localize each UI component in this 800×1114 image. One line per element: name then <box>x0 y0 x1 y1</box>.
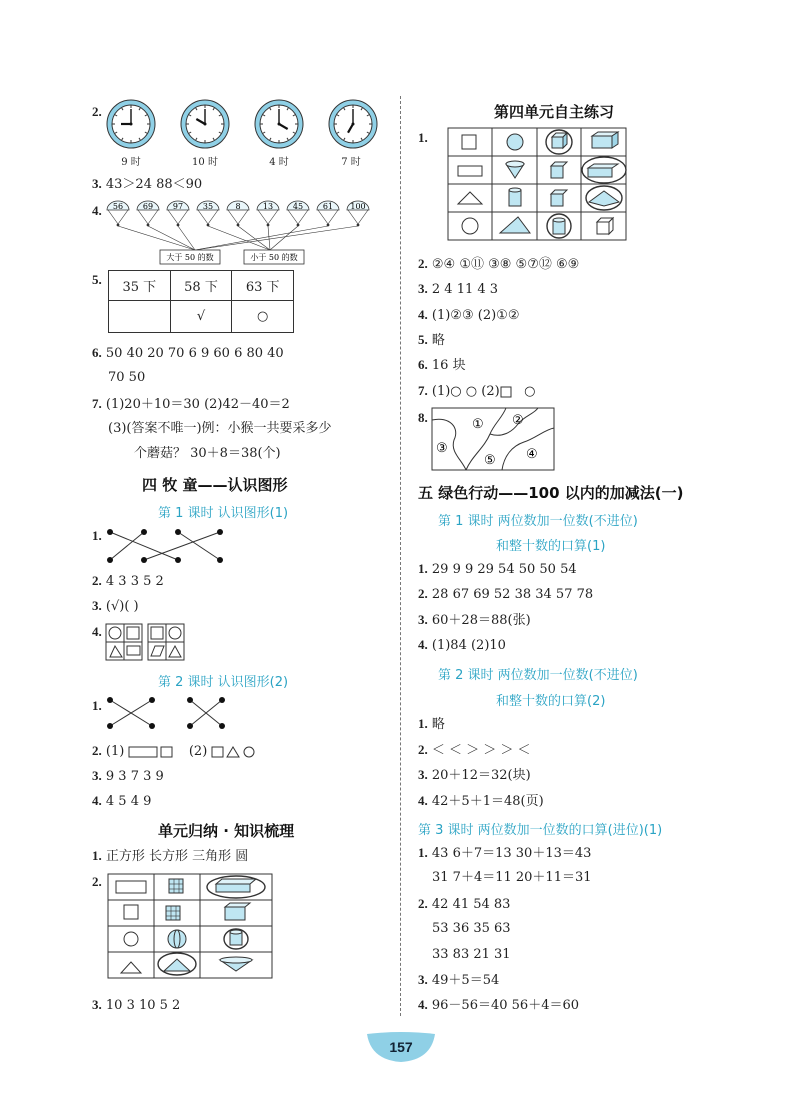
clock-label: 9 时 <box>121 157 141 168</box>
l1-q1-number: 1. <box>92 528 102 543</box>
u5l1-q2-line: 2. 28 67 69 52 38 34 57 78 <box>418 586 594 602</box>
u5-lesson1-title-a: 第 1 课时 两位数加一位数(不进位) <box>438 514 638 529</box>
dot <box>219 697 225 703</box>
clock-icon <box>329 100 377 148</box>
table-cell: 58 下 <box>170 271 232 301</box>
l1-q4-number: 4. <box>92 624 102 639</box>
clock-icon <box>107 100 155 148</box>
dot <box>217 557 223 563</box>
q7-line2: (3)(答案不唯一)例：小猴一共要采多少 <box>108 421 332 436</box>
u5-lesson2-title-b: 和整十数的口算(2) <box>496 694 606 709</box>
puzzle-label: ③ <box>436 441 448 456</box>
balloon-number: 45 <box>292 202 304 211</box>
p-q3-line: 3. 2 4 11 4 3 <box>418 281 499 297</box>
matching-diagram <box>106 694 226 734</box>
u5l3-q2-line3: 33 83 21 31 <box>432 947 511 962</box>
solid-shapes-table <box>448 128 626 242</box>
s-q3-line: 3. 10 3 10 5 2 <box>92 997 181 1013</box>
balloon-diagram <box>100 198 390 268</box>
puzzle-label: ② <box>512 413 524 428</box>
balloon-number: 100 <box>350 202 366 211</box>
clock-label: 10 时 <box>192 157 218 168</box>
l2-q4-line: 4. 4 5 4 9 <box>92 793 152 809</box>
dot <box>187 697 193 703</box>
clock-row <box>100 98 380 158</box>
table-cell: ○ <box>232 301 294 333</box>
p-q8-number: 8. <box>418 410 428 425</box>
shape-grid-figure <box>106 624 186 662</box>
u5l2-q3-line: 3. 20＋12＝32(块) <box>418 767 531 783</box>
dot-lines <box>110 700 222 726</box>
q7-line: 7. (1)20＋10＝30 (2)42－40＝2 <box>92 396 290 412</box>
balloon-number: 61 <box>322 202 334 211</box>
u5l2-q1-line: 1. 略 <box>418 716 445 732</box>
square-icon <box>500 386 512 398</box>
p-q5-line: 5. 略 <box>418 332 445 348</box>
table-cell <box>109 301 171 333</box>
balloon-number: 56 <box>112 202 124 211</box>
square-triangle-circle-icons <box>211 746 265 758</box>
q2-number: 2. <box>92 104 102 119</box>
clock-label: 4 时 <box>269 157 289 168</box>
unit5-title: 五 绿色行动——100 以内的加减法(一) <box>418 484 684 502</box>
unit4-title: 四 牧 童——认识图形 <box>142 476 288 494</box>
p-q1-number: 1. <box>418 130 428 145</box>
l2-q3-line: 3. 9 3 7 3 9 <box>92 768 164 784</box>
balloon-number: 13 <box>262 202 274 211</box>
table-cell: 35 下 <box>109 271 171 301</box>
page-number-badge <box>367 1030 435 1064</box>
p-q6-line: 6. 16 块 <box>418 357 466 373</box>
u5l3-q3-line: 3. 49＋5＝54 <box>418 972 500 988</box>
clock-icon <box>255 100 303 148</box>
lesson1-title: 第 1 课时 认识图形(1) <box>158 506 289 521</box>
puzzle-label: ① <box>472 417 484 432</box>
q3-line: 3. 43＞24 88＜90 <box>92 176 203 192</box>
clock-icon <box>181 100 229 148</box>
dot <box>187 723 193 729</box>
practice-title: 第四单元自主练习 <box>494 103 615 121</box>
l2-q1-number: 1. <box>92 698 102 713</box>
dot <box>219 723 225 729</box>
p-q4-line: 4. (1)②③ (2)①② <box>418 307 520 323</box>
dot <box>175 529 181 535</box>
u5l3-q1-line2: 31 7＋4＝11 20＋11＝31 <box>432 870 592 885</box>
rectangle-square-icons <box>128 746 176 758</box>
q5-number: 5. <box>92 272 102 287</box>
balloon-number: 97 <box>172 202 184 211</box>
u5l2-q4-line: 4. 42＋5＋1＝48(页) <box>418 793 544 809</box>
lesson2-title: 第 2 课时 认识图形(2) <box>158 675 289 690</box>
u5l3-q2-line: 2. 42 41 54 83 <box>418 896 511 912</box>
balloon-number: 35 <box>202 202 214 211</box>
puzzle-label: ④ <box>526 447 538 462</box>
dot <box>217 529 223 535</box>
table-cell: 63 下 <box>232 271 294 301</box>
less-than-50-box <box>244 250 304 264</box>
svg-text:大于 50 的数: 大于 50 的数 <box>166 253 214 262</box>
q5-table <box>108 270 294 333</box>
greater-than-50-box <box>160 250 220 264</box>
matching-diagram <box>106 526 226 568</box>
dot <box>175 557 181 563</box>
table-cell: √ <box>170 301 232 333</box>
u5-lesson2-title-a: 第 2 课时 两位数加一位数(不进位) <box>438 668 638 683</box>
dot-lines <box>110 532 220 560</box>
u5l2-q2-line: 2. ＜ ＜ ＞ ＞ ＞ ＜ <box>418 742 531 758</box>
l1-q2-line: 2. 4 3 3 5 2 <box>92 573 164 589</box>
l1-q3-line: 3. (√)( ) <box>92 598 139 614</box>
s-q1-line: 1. 正方形 长方形 三角形 圆 <box>92 848 249 864</box>
q6-line2: 70 50 <box>108 370 146 385</box>
s-q2-number: 2. <box>92 874 102 889</box>
summary-title: 单元归纳 · 知识梳理 <box>158 822 295 840</box>
dot <box>107 529 113 535</box>
u5-lesson3-title: 第 3 课时 两位数加一位数的口算(进位)(1) <box>418 823 663 838</box>
column-divider <box>400 96 401 1016</box>
u5l1-q3-line: 3. 60＋28＝88(张) <box>418 612 531 628</box>
p-q2-line: 2. ②④ ①⑪ ③⑧ ⑤⑦⑫ ⑥⑨ <box>418 256 580 272</box>
puzzle-figure <box>432 408 554 472</box>
u5-lesson1-title-b: 和整十数的口算(1) <box>496 539 606 554</box>
p-q7-line: 7. (1)○ ○ (2) ○ <box>418 383 536 399</box>
q4-number: 4. <box>92 203 102 218</box>
l2-q2-line: 2. (1) (2) <box>92 743 265 760</box>
u5l1-q4-line: 4. (1)84 (2)10 <box>418 637 506 653</box>
dot <box>149 723 155 729</box>
balloon <box>195 201 369 250</box>
u5l1-q1-line: 1. 29 9 9 29 54 50 50 54 <box>418 561 577 577</box>
q7-line3: 个蘑菇？ 30＋8＝38(个) <box>134 446 281 461</box>
puzzle-label: ⑤ <box>484 453 496 468</box>
dot <box>149 697 155 703</box>
dot <box>141 557 147 563</box>
u5l3-q1-line: 1. 43 6＋7＝13 30＋13＝43 <box>418 845 592 861</box>
clock-label: 7 时 <box>341 157 361 168</box>
dot <box>107 723 113 729</box>
u5l3-q4-line: 4. 96－56＝40 56＋4＝60 <box>418 997 580 1013</box>
balloon-number: 69 <box>142 202 154 211</box>
dot <box>141 529 147 535</box>
balloon-number: 8 <box>235 202 241 211</box>
dot <box>107 557 113 563</box>
shape-classification-table <box>108 874 272 980</box>
dot <box>107 697 113 703</box>
u5l3-q2-line2: 53 36 35 63 <box>432 921 511 936</box>
svg-text:小于 50 的数: 小于 50 的数 <box>250 253 298 262</box>
q6-line: 6. 50 40 20 70 6 9 60 6 80 40 <box>92 345 284 361</box>
page-number: 157 <box>389 1039 413 1055</box>
